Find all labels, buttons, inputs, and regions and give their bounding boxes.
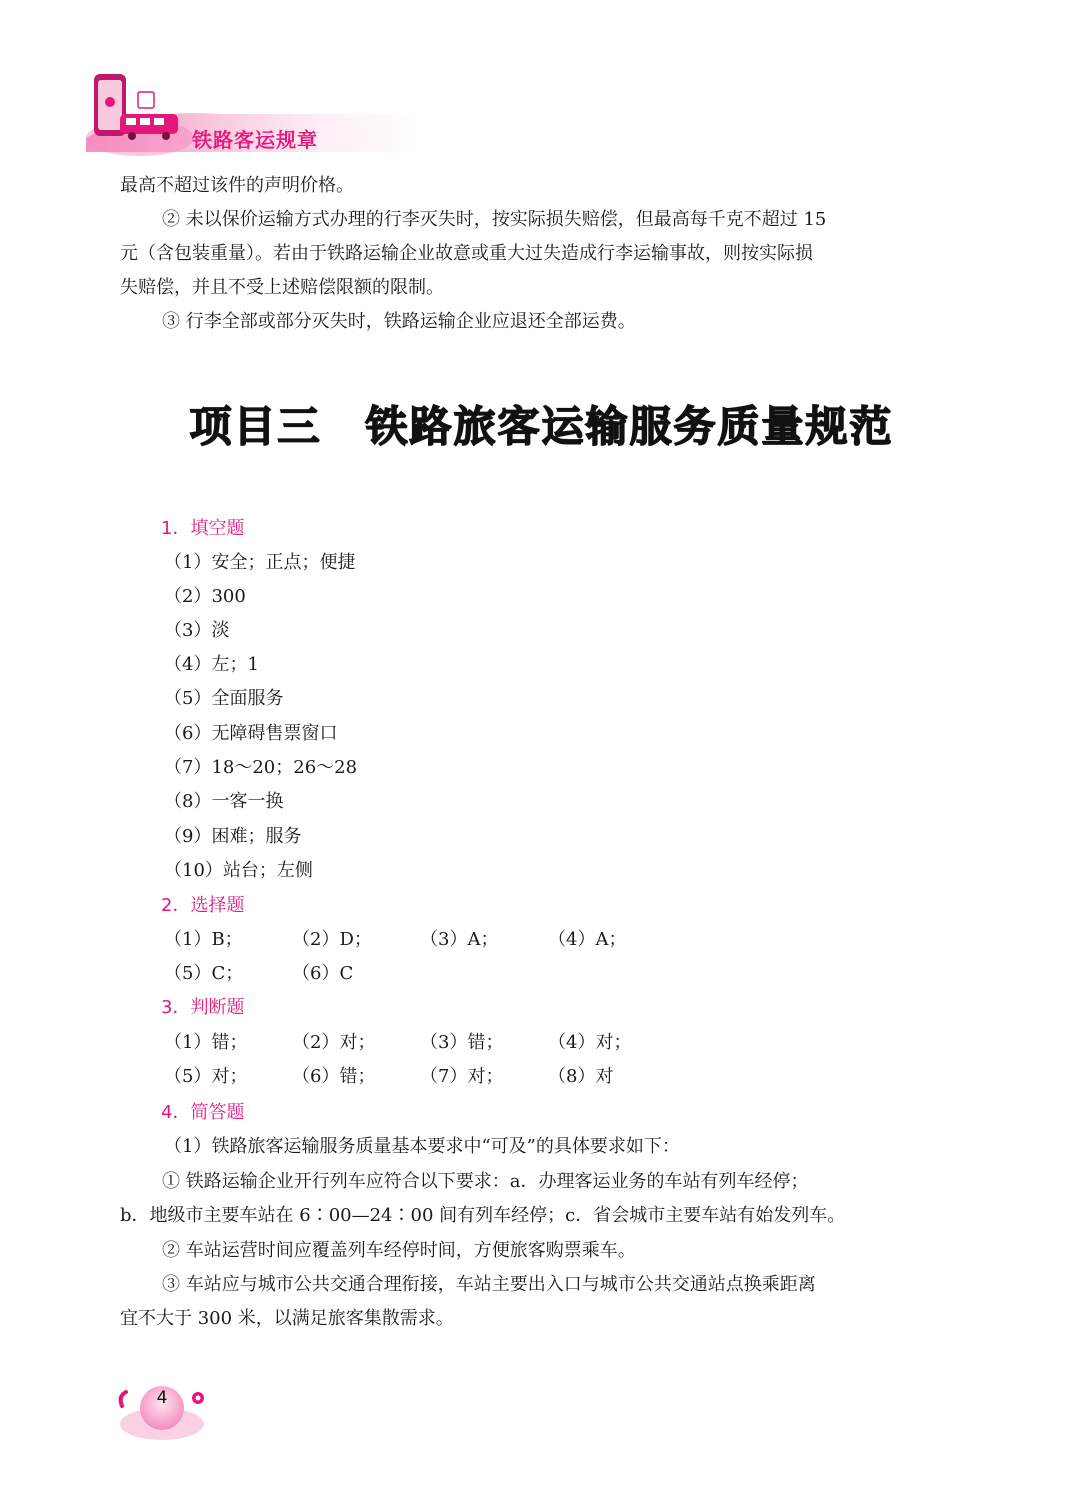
answer-item: （5）全面服务 [164, 688, 284, 709]
answer-item: （9）困难；服务 [164, 826, 302, 847]
answer-cell: （7）对； [420, 1066, 504, 1087]
answer-cell: （4）对； [548, 1032, 632, 1053]
page-badge-icon [112, 1376, 212, 1444]
intro-line-1: 最高不超过该件的声明价格。 [120, 175, 354, 196]
section-heading-true-false: 3．判断题 [161, 997, 245, 1018]
intro-line-2: ② 未以保价运输方式办理的行李灭失时，按实际损失赔偿，但最高每千克不超过 15 [162, 209, 827, 230]
answer-item: （4）左；1 [164, 654, 259, 675]
answer-cell: （2）对； [292, 1032, 376, 1053]
short-answer-line: b．地级市主要车站在 6∶00—24∶00 间有列车经停；c．省会城市主要车站有始发列车。 [120, 1205, 846, 1226]
page-number: 4 [156, 1388, 168, 1408]
answer-item: （8）一客一换 [164, 791, 284, 812]
answer-cell: （8）对 [548, 1066, 614, 1087]
short-answer-line: ③ 车站应与城市公共交通合理衔接，车站主要出入口与城市公共交通站点换乘距离 [162, 1274, 816, 1295]
chapter-title: 项目三 铁路旅客运输服务质量规范 [189, 402, 894, 451]
section-heading-fill-blank: 1．填空题 [161, 518, 245, 539]
answer-item: （2）300 [164, 586, 246, 607]
answer-cell: （5）C； [164, 963, 244, 984]
intro-line-5: ③ 行李全部或部分灭失时，铁路运输企业应退还全部运费。 [162, 311, 636, 332]
answer-cell: （5）对； [164, 1066, 248, 1087]
header-title: 铁路客运规章 [192, 128, 318, 152]
answer-cell: （6）错； [292, 1066, 376, 1087]
answer-cell: （4）A； [548, 929, 627, 950]
answer-cell: （2）D； [292, 929, 372, 950]
answer-item: （1）安全；正点；便捷 [164, 552, 356, 573]
short-answer-line: 宜不大于 300 米，以满足旅客集散需求。 [120, 1308, 454, 1329]
short-answer-line: ① 铁路运输企业开行列车应符合以下要求：a．办理客运业务的车站有列车经停； [162, 1171, 809, 1192]
short-answer-line: ② 车站运营时间应覆盖列车经停时间，方便旅客购票乘车。 [162, 1240, 636, 1261]
answer-cell: （1）B； [164, 929, 243, 950]
intro-line-3: 元（含包装重量）。若由于铁路运输企业故意或重大过失造成行李运输事故，则按实际损 [120, 243, 813, 264]
section-heading-short-answer: 4．简答题 [161, 1102, 245, 1123]
answer-item: （3）淡 [164, 620, 230, 641]
answer-cell: （1）错； [164, 1032, 248, 1053]
page-header [80, 68, 500, 160]
intro-line-4: 失赔偿，并且不受上述赔偿限额的限制。 [120, 277, 444, 298]
answer-item: （7）18～20；26～28 [164, 757, 358, 778]
short-answer-line: （1）铁路旅客运输服务质量基本要求中“可及”的具体要求如下： [164, 1136, 680, 1157]
page-footer [112, 1376, 212, 1444]
answer-item: （6）无障碍售票窗口 [164, 723, 338, 744]
section-heading-multiple-choice: 2．选择题 [161, 895, 245, 916]
answer-item: （10）站台；左侧 [164, 860, 313, 881]
answer-cell: （3）错； [420, 1032, 504, 1053]
answer-cell: （3）A； [420, 929, 499, 950]
answer-cell: （6）C [292, 963, 354, 984]
